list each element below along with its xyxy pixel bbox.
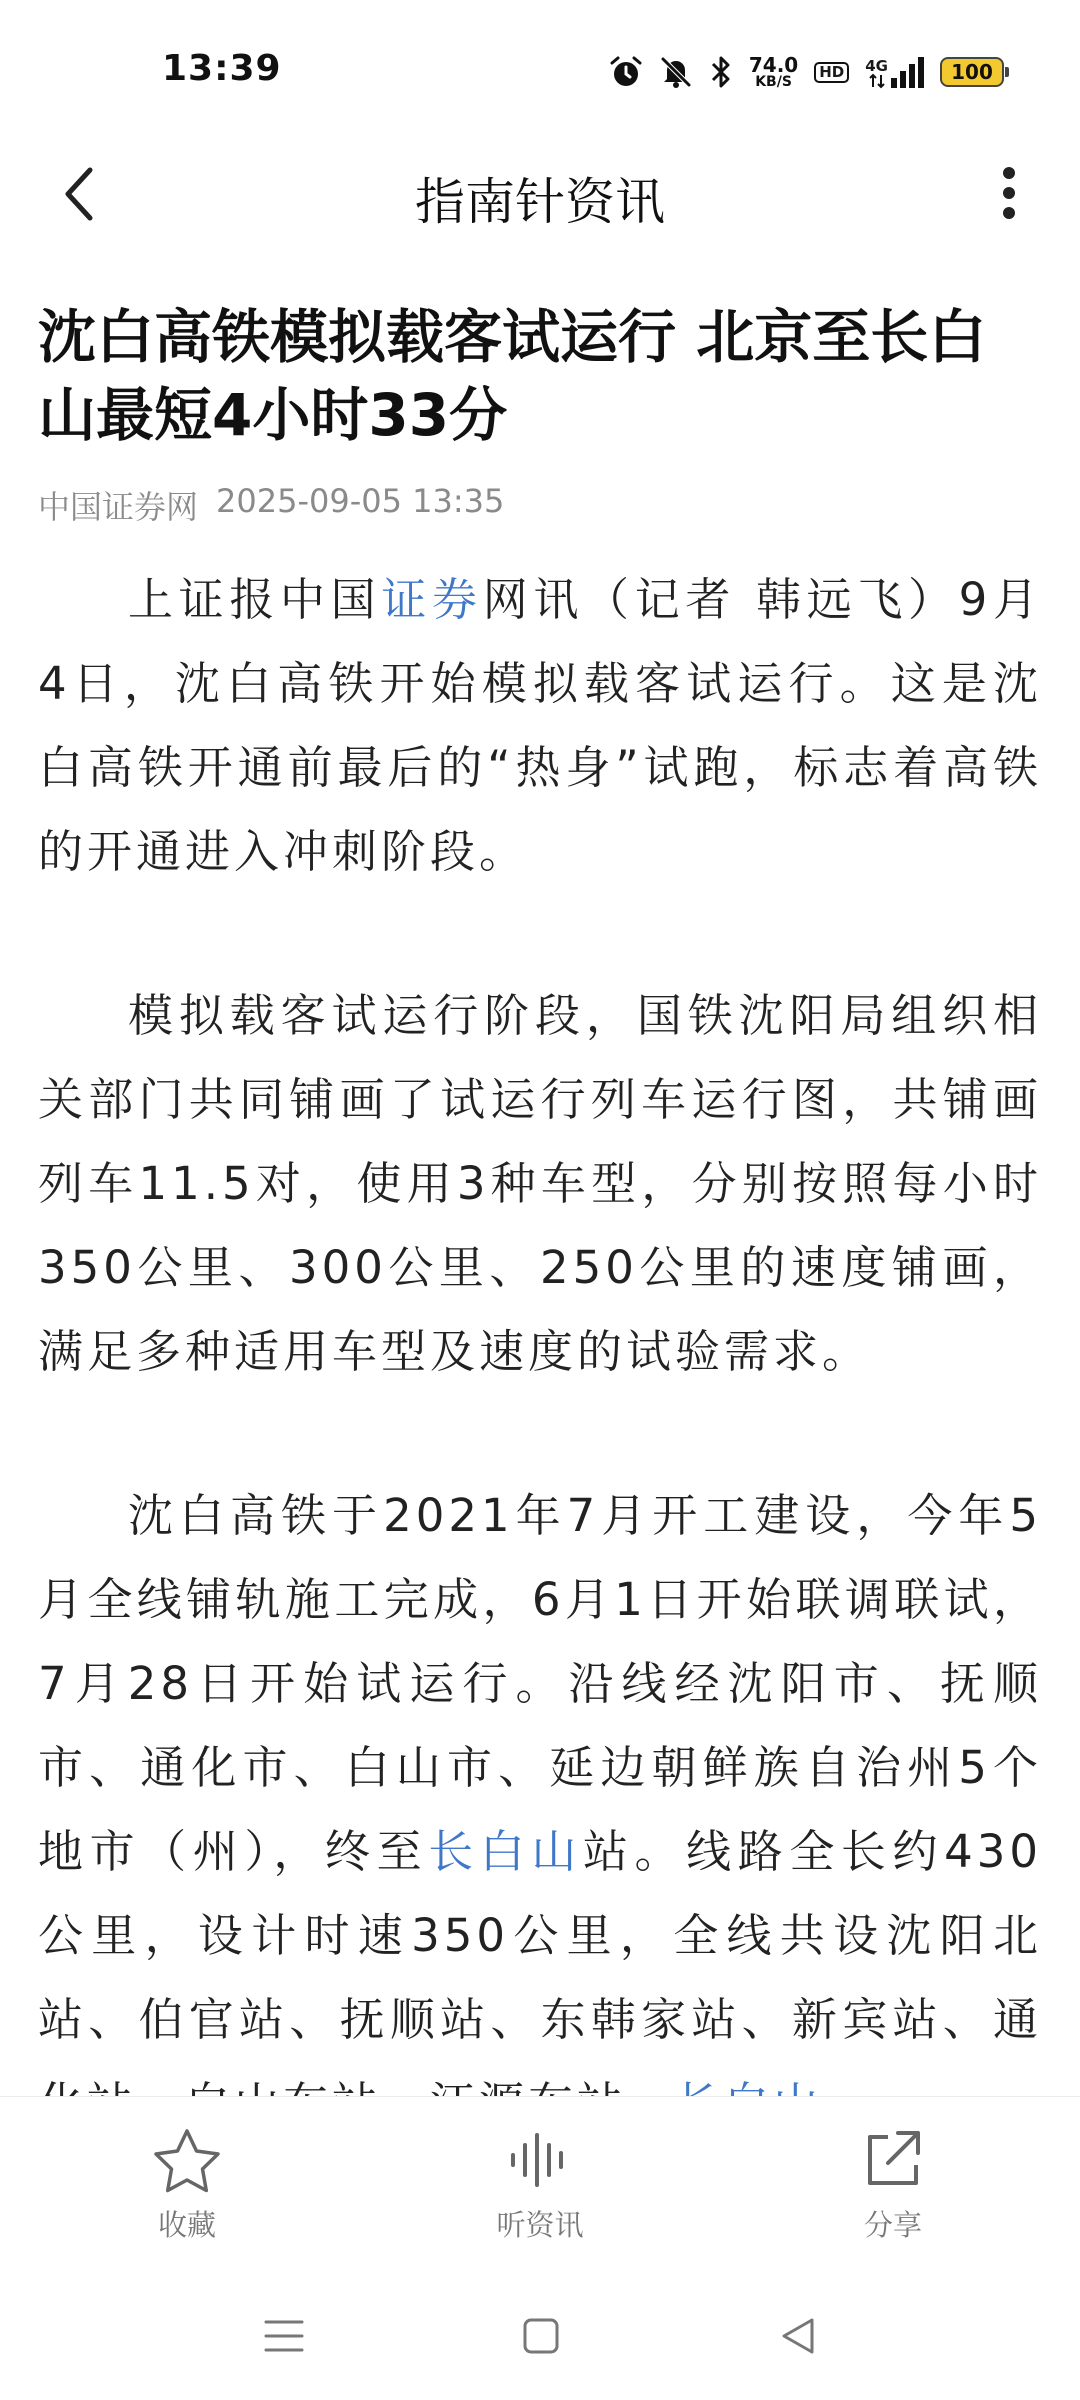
listen-label: 听资讯 (496, 2208, 584, 2242)
favorite-label: 收藏 (157, 2208, 216, 2242)
network-type: 4G (865, 57, 888, 75)
battery-indicator: 100 (940, 57, 1004, 87)
more-icon (999, 163, 1019, 223)
audio-wave-icon (505, 2127, 575, 2193)
menu-icon (262, 2316, 306, 2356)
home-button[interactable] (511, 2306, 571, 2366)
app-title: 指南针资讯 (415, 173, 665, 231)
home-icon (521, 2316, 561, 2356)
system-back-button[interactable] (768, 2306, 828, 2366)
network-speed: 74.0 KB/S (748, 53, 799, 90)
keyword-link-changbaishan[interactable]: 长白山 (428, 1825, 583, 1878)
share-label: 分享 (863, 2208, 922, 2242)
article-headline: 沈白高铁模拟载客试运行 北京至长白山最短4小时33分 (38, 303, 987, 449)
signal-icon (865, 56, 924, 88)
alarm-icon (609, 55, 643, 89)
paragraph-2: 模拟载客试运行阶段，国铁沈阳局组织相关部门共同铺画了试运行列车运行图，共铺画列车11.5对，使用3种车型，分别按照每小时350公里、300公里、250公里的速度铺画，满足多种适用车型及速度的试验需求。 (38, 989, 1042, 1378)
recents-button[interactable] (254, 2306, 314, 2366)
favorite-button[interactable] (97, 2127, 277, 2244)
bluetooth-icon (709, 55, 733, 89)
article-source[interactable]: 中国证券网 (38, 488, 199, 526)
hd-badge: HD (814, 62, 849, 83)
status-time: 13:39 (162, 48, 282, 89)
share-icon (858, 2127, 928, 2193)
article-meta (38, 482, 1042, 528)
share-button[interactable] (803, 2127, 983, 2244)
article-datetime: 2025-09-05 13:35 (216, 482, 505, 520)
paragraph-1: 上证报中国证券网讯（记者 韩远飞）9月4日，沈白高铁开始模拟载客试运行。这是沈白高铁开通前最后的“热身”试跑，标志着高铁的开通进入冲刺阶段。 (38, 573, 1042, 878)
status-bar (0, 0, 1080, 140)
paragraph-3: 沈白高铁于2021年7月开工建设，今年5月全线铺轨施工完成，6月1日开始联调联试，7月28日开始试运行。沿线经沈阳市、抚顺市、通化市、白山市、延边朝鲜族自治州5个地市（州），终至长白山站。线路全长约430公里，设计时速350公里，全线共设沈阳北站、伯官站、抚顺站、东韩家站、新宾站、通 (38, 1474, 1042, 2146)
system-nav-bar (0, 2266, 1080, 2400)
listen-button[interactable] (450, 2127, 630, 2244)
mute-icon (659, 55, 693, 89)
star-icon (152, 2127, 222, 2193)
keyword-link-securities[interactable]: 证券 (381, 573, 483, 626)
article-content (38, 250, 1042, 2096)
back-triangle-icon (776, 2314, 820, 2358)
app-bar (0, 140, 1080, 250)
status-icons (609, 50, 1004, 94)
more-options-button[interactable] (974, 158, 1044, 228)
bottom-toolbar (0, 2096, 1080, 2267)
